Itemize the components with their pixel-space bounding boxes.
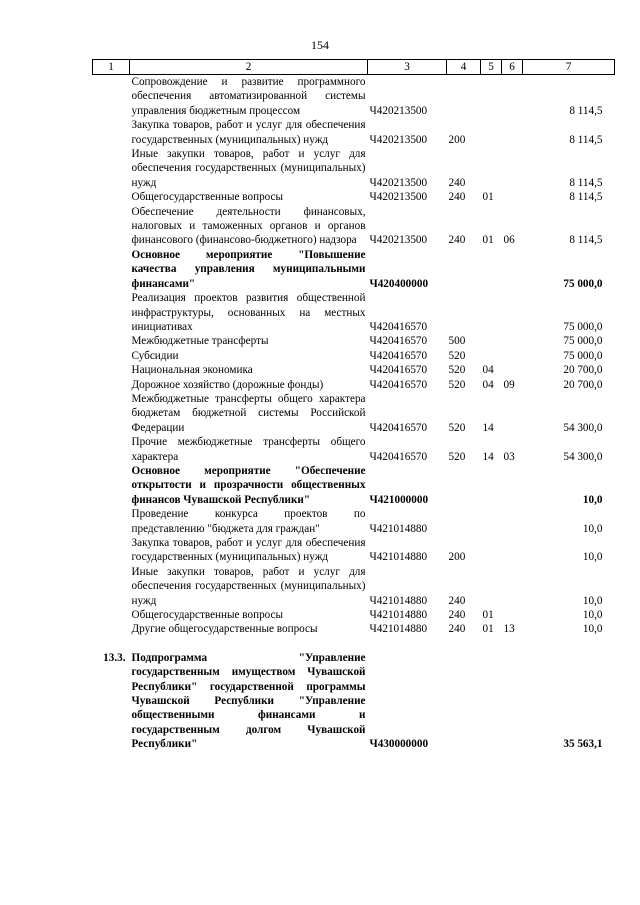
row-name: Национальная экономика: [131, 364, 253, 377]
row-expense-type: 500: [448, 335, 466, 348]
row-amount: 54 300,0: [563, 450, 603, 463]
row-target-article: Ч421014880: [369, 594, 428, 607]
row-amount: 10,0: [582, 609, 603, 622]
row-name: Дорожное хозяйство (дорожные фонды): [131, 378, 324, 391]
row-amount: 75 000,0: [563, 277, 603, 290]
row-target-article: Ч430000000: [369, 738, 429, 751]
row-number: [93, 378, 130, 392]
row-expense-type: [447, 248, 481, 291]
row-name: Общегосударственные вопросы: [131, 191, 284, 204]
row-target-article: Ч421000000: [369, 493, 429, 506]
row-section: 01: [482, 234, 494, 247]
row-amount: 75 000,0: [563, 335, 603, 348]
row-subsection: [502, 349, 523, 363]
header-row: [93, 60, 615, 75]
row-amount: 8 114,5: [569, 176, 603, 189]
row-section: 14: [482, 421, 494, 434]
row-amount: 10,0: [582, 594, 603, 607]
table-row: [93, 392, 615, 435]
row-expense-type: 240: [448, 623, 466, 636]
header-col-3: 3: [368, 60, 447, 75]
row-subsection: [502, 608, 523, 622]
row-number: [93, 507, 130, 536]
row-name: Проведение конкурса проектов по представлению "бюджета для граждан": [131, 508, 366, 535]
row-number: [93, 118, 130, 147]
row-name: Закупка товаров, работ и услуг для обеспечения государственных (муниципальных) нужд: [131, 537, 366, 564]
row-expense-type: [447, 464, 481, 507]
row-section: [481, 651, 502, 752]
row-target-article: Ч420400000: [369, 277, 429, 290]
row-target-article: Ч420213500: [369, 176, 428, 189]
table-row: [93, 378, 615, 392]
spacer-row: [93, 637, 615, 651]
table-row: [93, 464, 615, 507]
row-amount: 10,0: [582, 551, 603, 564]
table-row: [93, 190, 615, 204]
row-amount: 54 300,0: [563, 421, 603, 434]
row-subsection: 13: [503, 623, 515, 636]
row-subsection: [502, 75, 523, 119]
row-target-article: Ч420213500: [369, 104, 428, 117]
row-amount: 10,0: [582, 522, 603, 535]
row-subsection: [502, 392, 523, 435]
table-row: [93, 349, 615, 363]
row-target-article: Ч420416570: [369, 335, 428, 348]
row-section: [481, 464, 502, 507]
row-name: Закупка товаров, работ и услуг для обеспечения государственных (муниципальных) нужд: [131, 119, 366, 146]
spacer-cell: [93, 637, 615, 651]
table-row: [93, 435, 615, 464]
table-row: [93, 334, 615, 348]
row-section: [481, 334, 502, 348]
row-expense-type: 520: [448, 421, 466, 434]
row-amount: 8 114,5: [569, 234, 603, 247]
row-name: Иные закупки товаров, работ и услуг для обеспечения государственных (муниципальных) нужд: [131, 148, 366, 189]
row-expense-type: [447, 651, 481, 752]
row-target-article: Ч420416570: [369, 320, 428, 333]
row-subsection: [502, 363, 523, 377]
table-row: [93, 147, 615, 190]
row-subsection: [502, 291, 523, 334]
row-number: [93, 291, 130, 334]
row-name: Общегосударственные вопросы: [131, 609, 284, 622]
row-section: [481, 349, 502, 363]
row-subsection: [502, 248, 523, 291]
row-number: 13.3.: [103, 651, 126, 664]
row-name: Прочие межбюджетные трансферты общего характера: [131, 436, 366, 463]
row-name: Межбюджетные трансферты общего характера бюджетам бюджетной системы Российской Федерации: [131, 392, 366, 434]
table-row: [93, 291, 615, 334]
row-expense-type: 200: [448, 133, 466, 146]
table-row: [93, 205, 615, 248]
row-name: Основное мероприятие "Обеспечение открытости и прозрачности общественных финансов Чувашской Республики": [131, 464, 366, 506]
row-amount: 35 563,1: [563, 738, 603, 751]
row-number: [93, 435, 130, 464]
row-number: [93, 608, 130, 622]
row-amount: 8 114,5: [569, 133, 603, 146]
row-number: [93, 464, 130, 507]
row-target-article: Ч420416570: [369, 378, 428, 391]
header-col-2: 2: [130, 60, 368, 75]
header-col-6: 6: [502, 60, 523, 75]
row-amount: 10,0: [582, 623, 603, 636]
row-target-article: Ч420416570: [369, 421, 428, 434]
row-target-article: Ч421014880: [369, 609, 428, 622]
row-section: [481, 507, 502, 536]
row-expense-type: 200: [448, 551, 466, 564]
row-number: [93, 536, 130, 565]
row-subsection: 03: [503, 450, 515, 463]
row-subsection: [502, 565, 523, 608]
row-subsection: [502, 190, 523, 204]
header-col-4: 4: [447, 60, 481, 75]
table-row: [93, 75, 615, 119]
row-name: Другие общегосударственные вопросы: [131, 623, 318, 636]
row-subsection: [502, 464, 523, 507]
header-col-7: 7: [523, 60, 615, 75]
row-section: 04: [482, 378, 494, 391]
table-row: [93, 608, 615, 622]
row-section: 01: [482, 623, 494, 636]
row-expense-type: 520: [448, 450, 466, 463]
row-section: 01: [482, 609, 494, 622]
row-number: [93, 248, 130, 291]
row-section: [481, 248, 502, 291]
row-subsection: [502, 651, 523, 752]
row-subsection: [502, 536, 523, 565]
row-target-article: Ч420213500: [369, 234, 428, 247]
row-name: Сопровождение и развитие программного обеспечения автоматизированной системы управления бюджетным процессом: [131, 76, 366, 117]
row-name: Подпрограмма "Управление государственным имуществом Чувашской Республики" государственной программы Чувашской Республики "Управление общественными финансами и государственным долгом Чувашской Республики": [131, 651, 366, 751]
row-expense-type: [447, 507, 481, 536]
row-section: [481, 147, 502, 190]
row-subsection: 06: [503, 234, 515, 247]
row-subsection: [502, 334, 523, 348]
row-amount: 8 114,5: [569, 104, 603, 117]
row-section: 04: [482, 364, 494, 377]
row-target-article: Ч420416570: [369, 349, 428, 362]
row-number: [93, 190, 130, 204]
row-target-article: Ч420416570: [369, 450, 428, 463]
row-expense-type: 240: [448, 191, 466, 204]
table-row: [93, 507, 615, 536]
row-target-article: Ч421014880: [369, 623, 428, 636]
row-number: [93, 392, 130, 435]
row-expense-type: [447, 291, 481, 334]
row-expense-type: 240: [448, 176, 466, 189]
table-body: [93, 75, 615, 752]
row-name: Межбюджетные трансферты: [131, 335, 269, 348]
row-number: [93, 565, 130, 608]
row-section: 01: [482, 191, 494, 204]
header-col-1: 1: [93, 60, 130, 75]
row-subsection: [502, 507, 523, 536]
row-number: [93, 622, 130, 636]
row-amount: 75 000,0: [563, 349, 603, 362]
row-amount: 20 700,0: [563, 378, 603, 391]
table-header: [93, 60, 615, 75]
row-name: Обеспечение деятельности финансовых, налоговых и таможенных органов и органов финансового (финансово-бюджетного) надзора: [131, 205, 366, 247]
row-amount: 8 114,5: [569, 191, 603, 204]
row-target-article: Ч421014880: [369, 551, 428, 564]
row-subsection: [502, 147, 523, 190]
row-expense-type: 240: [448, 234, 466, 247]
row-section: [481, 75, 502, 119]
row-amount: 10,0: [582, 493, 603, 506]
row-section: 14: [482, 450, 494, 463]
table-row: [93, 536, 615, 565]
row-expense-type: 240: [448, 594, 466, 607]
row-section: [481, 118, 502, 147]
row-section: [481, 291, 502, 334]
budget-table: [92, 59, 615, 752]
row-amount: 20 700,0: [563, 364, 603, 377]
row-number: [93, 349, 130, 363]
row-expense-type: 520: [448, 364, 466, 377]
row-number: [93, 75, 130, 119]
row-name: Субсидии: [131, 349, 179, 362]
row-section: [481, 536, 502, 565]
row-subsection: 09: [503, 378, 515, 391]
row-number: [93, 205, 130, 248]
row-target-article: Ч420416570: [369, 364, 428, 377]
row-number: [93, 147, 130, 190]
row-section: [481, 565, 502, 608]
row-amount: 75 000,0: [563, 320, 603, 333]
header-col-5: 5: [481, 60, 502, 75]
row-subsection: [502, 118, 523, 147]
row-number: [93, 334, 130, 348]
row-expense-type: 240: [448, 609, 466, 622]
table-row: [93, 248, 615, 291]
table-row: [93, 622, 615, 636]
row-name: Иные закупки товаров, работ и услуг для обеспечения государственных (муниципальных) нужд: [131, 565, 366, 607]
table-row: [93, 118, 615, 147]
row-target-article: Ч420213500: [369, 133, 428, 146]
row-name: Реализация проектов развития общественной инфраструктуры, основанных на местных инициативах: [131, 292, 366, 333]
row-expense-type: 520: [448, 349, 466, 362]
page-number: 154: [311, 38, 329, 52]
table-row: [93, 651, 615, 752]
row-number: [93, 363, 130, 377]
row-expense-type: 520: [448, 378, 466, 391]
row-target-article: Ч420213500: [369, 191, 428, 204]
row-name: Основное мероприятие "Повышение качества управления муниципальными финансами": [131, 248, 366, 290]
table-row: [93, 363, 615, 377]
row-target-article: Ч421014880: [369, 522, 428, 535]
table-row: [93, 565, 615, 608]
row-expense-type: [447, 75, 481, 119]
